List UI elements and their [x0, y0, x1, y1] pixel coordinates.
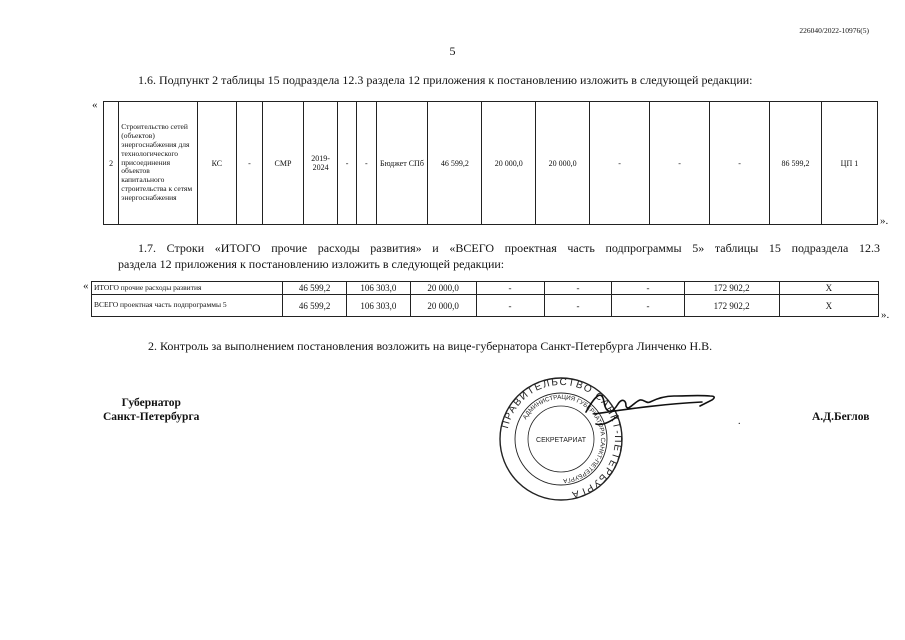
table-cell: КС [197, 102, 237, 225]
table-cell: - [650, 102, 710, 225]
paragraph-2: 2. Контроль за выполнением постановления возложить на вице-губернатора Санкт-Петербурга Линченко Н.В. [148, 339, 713, 353]
table-cell: 46 599,2 [283, 295, 347, 317]
table-cell: 86 599,2 [770, 102, 822, 225]
table-cell: - [612, 282, 684, 295]
table-cell: - [237, 102, 262, 225]
table-cell: 20 000,0 [410, 282, 476, 295]
table-cell: 172 902,2 [684, 282, 779, 295]
table-cell: 46 599,2 [428, 102, 482, 225]
table-cell: - [590, 102, 650, 225]
title-line-2: Санкт-Петербурга [103, 411, 200, 423]
paragraph-1-7-line1: 1.7. Строки «ИТОГО прочие расходы развития» и «ВСЕГО проектная часть подпрограммы 5» таблицы 15 подраздела 12.3 [138, 241, 880, 255]
table-cell: - [544, 295, 612, 317]
paragraph-1-7-line2: раздела 12 приложения к постановлению изложить в следующей редакции: [118, 257, 505, 271]
page-number: 5 [449, 44, 456, 58]
table-cell-name: ИТОГО прочие расходы развития [92, 282, 283, 295]
table-cell: 46 599,2 [283, 282, 347, 295]
table-cell: СМР [262, 102, 304, 225]
table1-close-quote: ». [880, 215, 889, 227]
signature-dot: . [738, 416, 741, 427]
table-cell: ЦП 1 [821, 102, 877, 225]
table-cell: Х [779, 295, 878, 317]
table-cell: 20 000,0 [482, 102, 536, 225]
signatory-name: А.Д.Беглов [812, 411, 870, 423]
table-cell: - [612, 295, 684, 317]
handwritten-signature [582, 384, 722, 430]
table-totals [91, 281, 879, 317]
seal-outer-text: ПРАВИТЕЛЬСТВО САНКТ-ПЕТЕРБУРГА [500, 376, 624, 501]
table-cell: Х [779, 282, 878, 295]
seal-center-text: СЕКРЕТАРИАТ [536, 437, 586, 444]
table-cell: 106 303,0 [347, 295, 411, 317]
document-number: 226040/2022-10976(5) [799, 26, 869, 35]
table-cell-name: ВСЕГО проектная часть подпрограммы 5 [92, 295, 283, 317]
table-cell: - [476, 295, 544, 317]
table-cell: - [544, 282, 612, 295]
table-cell: - [337, 102, 356, 225]
table-cell-name: Строительство сетей (объектов) энергоснабжения для технологического присоединения объектов капитального строительства к сетям энергоснабжения [119, 102, 197, 225]
table-row [92, 295, 879, 317]
table-cell: 106 303,0 [347, 282, 411, 295]
table-cell: 2 [104, 102, 119, 225]
table-cell: 20 000,0 [536, 102, 590, 225]
table-cell: 172 902,2 [684, 295, 779, 317]
table-cell: - [357, 102, 376, 225]
table-cell: - [476, 282, 544, 295]
table-cell: Бюджет СПб [376, 102, 428, 225]
table-cell: 2019-2024 [304, 102, 338, 225]
table-row [104, 102, 878, 225]
table2-close-quote: ». [881, 309, 890, 321]
table-row [92, 282, 879, 295]
table-subitem-2 [103, 101, 878, 225]
table1-open-quote: « [92, 99, 98, 111]
table-cell: 20 000,0 [410, 295, 476, 317]
paragraph-1-6: 1.6. Подпункт 2 таблицы 15 подраздела 12.3 раздела 12 приложения к постановлению изложить в следующей редакции: [138, 73, 753, 87]
table-cell: - [710, 102, 770, 225]
table2-open-quote: « [83, 280, 89, 292]
seal-inner-text: АДМИНИСТРАЦИЯ ГУБЕРНАТОРА САНКТ-ПЕТЕРБУРГА [521, 393, 607, 484]
title-line-1: Губернатор [121, 397, 181, 409]
signatory-title [103, 396, 199, 424]
